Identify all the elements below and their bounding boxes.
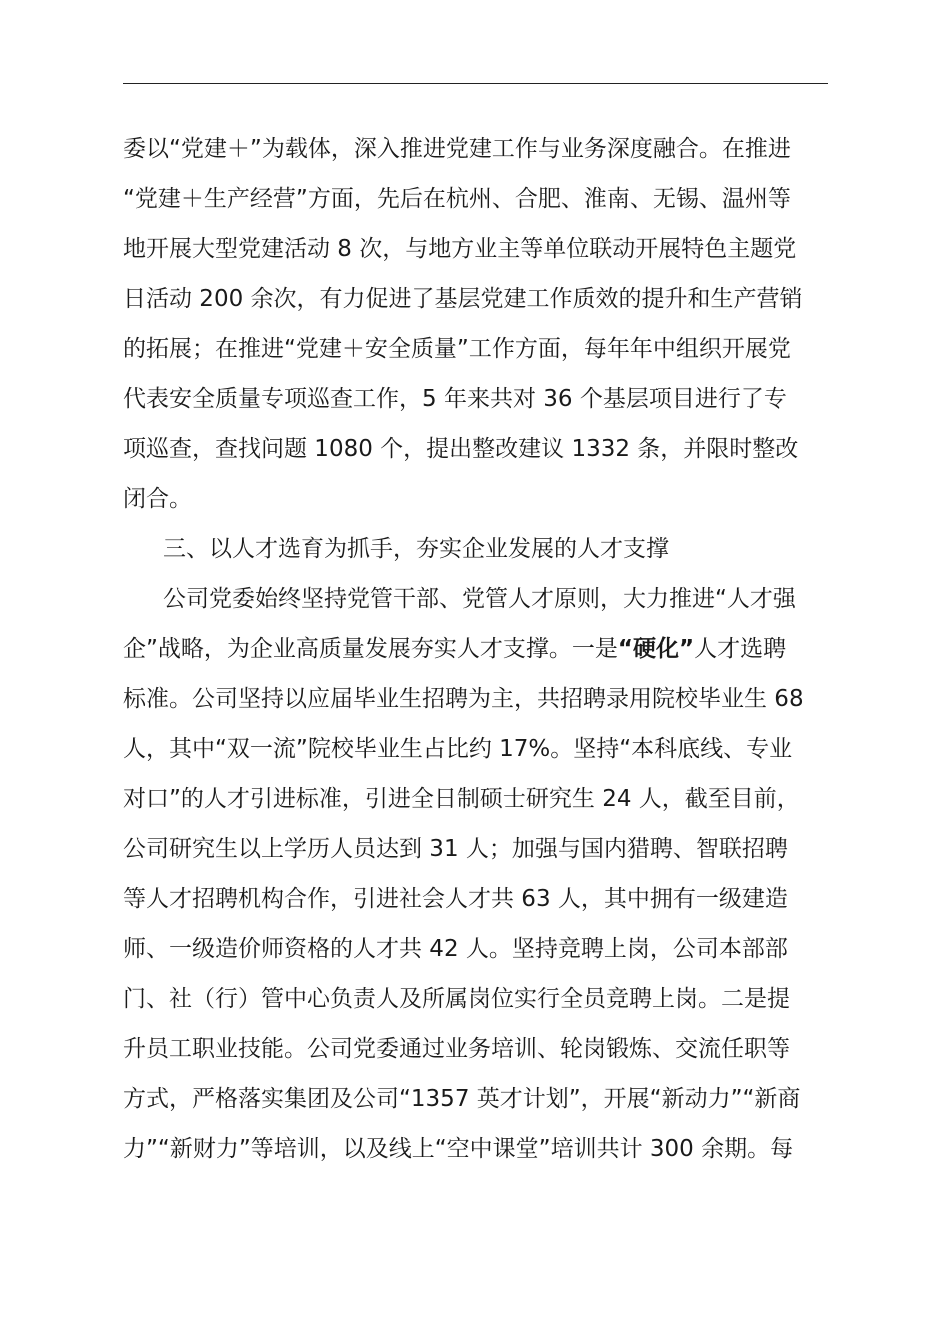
text-line: 门、社（行）管中心负责人及所属岗位实行全员竞聘上岗。二是提 xyxy=(123,986,790,1012)
text-segment: 人才选聘 xyxy=(694,636,787,662)
text-line: 公司研究生以上学历人员达到 31 人；加强与国内猎聘、智联招聘 xyxy=(123,836,788,862)
text-line: “党建＋生产经营”方面，先后在杭州、合肥、淮南、无锡、温州等 xyxy=(123,186,791,212)
text-line: 等人才招聘机构合作，引进社会人才共 63 人，其中拥有一级建造 xyxy=(123,886,788,912)
header-rule xyxy=(123,83,828,84)
text-line: 标准。公司坚持以应届毕业生招聘为主，共招聘录用院校毕业生 68 xyxy=(123,686,804,712)
text-line: 升员工职业技能。公司党委通过业务培训、轮岗锻炼、交流任职等 xyxy=(123,1036,790,1062)
text-line: 对口”的人才引进标准，引进全日制硕士研究生 24 人，截至目前， xyxy=(123,786,800,812)
text-segment: 企”战略，为企业高质量发展夯实人才支撑。一是 xyxy=(123,636,618,662)
text-line: 日活动 200 余次，有力促进了基层党建工作质效的提升和生产营销 xyxy=(123,286,803,312)
text-line: 项巡查，查找问题 1080 个，提出整改建议 1332 条，并限时整改 xyxy=(123,436,799,462)
text-line: 委以“党建＋”为载体，深入推进党建工作与业务深度融合。在推进 xyxy=(123,136,791,162)
text-line: 人，其中“双一流”院校毕业生占比约 17%。坚持“本科底线、专业 xyxy=(123,736,793,762)
section-heading: 三、以人才选育为抓手，夯实企业发展的人才支撑 xyxy=(163,536,669,562)
document-body xyxy=(123,124,828,1174)
text-line: 的拓展；在推进“党建＋安全质量”工作方面，每年年中组织开展党 xyxy=(123,336,791,362)
bold-phrase: “硬化” xyxy=(617,636,695,662)
text-line: 师、一级造价师资格的人才共 42 人。坚持竞聘上岗，公司本部部 xyxy=(123,936,788,962)
text-line: 代表安全质量专项巡查工作，5 年来共对 36 个基层项目进行了专 xyxy=(123,386,787,412)
text-line: 力”“新财力”等培训，以及线上“空中课堂”培训共计 300 余期。每 xyxy=(123,1136,794,1162)
text-line: 闭合。 xyxy=(123,486,192,512)
text-line: 方式，严格落实集团及公司“1357 英才计划”，开展“新动力”“新商 xyxy=(123,1086,801,1112)
paragraph-first-line: 公司党委始终坚持党管干部、党管人才原则，大力推进“人才强 xyxy=(163,586,796,612)
text-line-mixed xyxy=(123,624,828,674)
text-line: 地开展大型党建活动 8 次，与地方业主等单位联动开展特色主题党 xyxy=(123,236,797,262)
